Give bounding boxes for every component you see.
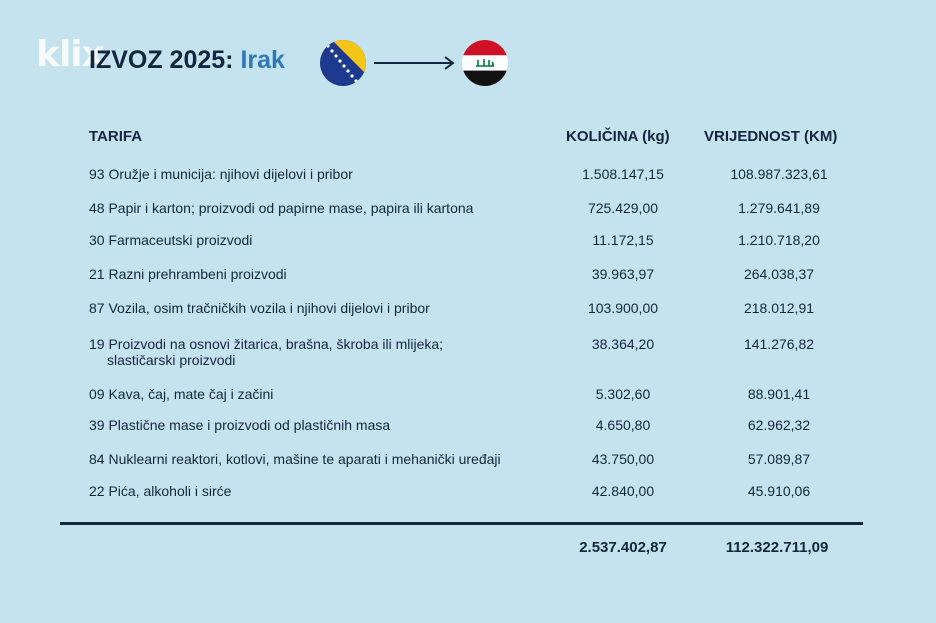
row-kolicina: 5.302,60 xyxy=(595,386,651,402)
row-kolicina: 38.364,20 xyxy=(591,336,655,352)
row-kolicina: 4.650,80 xyxy=(595,417,651,433)
row-kolicina: 11.172,15 xyxy=(592,232,654,248)
row-kolicina: 39.963,97 xyxy=(591,266,655,282)
row-name-line1: 19 Proizvodi na osnovi žitarica, brašna, škroba ili mlijeka; xyxy=(89,336,444,352)
row-vrijednost: 218.012,91 xyxy=(743,300,815,316)
row-kolicina: 42.840,00 xyxy=(591,483,655,499)
row-vrijednost: 88.901,41 xyxy=(747,386,811,402)
header-kolicina: KOLIČINA (kg) xyxy=(566,128,670,145)
row-name-line2: slastičarski proizvodi xyxy=(107,352,236,368)
arrow-right-icon xyxy=(374,55,456,71)
total-vrijednost: 112.322.711,09 xyxy=(725,539,829,556)
row-vrijednost: 62.962,32 xyxy=(747,417,811,433)
row-name: 87 Vozila, osim tračničkih vozila i njihovi dijelovi i pribor xyxy=(89,300,430,316)
row-kolicina: 1.508.147,15 xyxy=(582,166,664,182)
row-name: 93 Oružje i municija: njihovi dijelovi i pribor xyxy=(89,166,353,182)
row-vrijednost: 1.210.718,20 xyxy=(738,232,820,248)
title-prefix: IZVOZ 2025: xyxy=(89,46,234,74)
row-name: 30 Farmaceutski proizvodi xyxy=(89,232,253,248)
klix-watermark: klix xyxy=(36,34,104,75)
row-kolicina: 725.429,00 xyxy=(587,200,659,216)
iraq-flag-icon xyxy=(462,40,508,86)
totals-divider xyxy=(60,522,863,525)
row-name xyxy=(89,336,559,368)
row-vrijednost: 45.910,06 xyxy=(747,483,811,499)
row-name: 84 Nuklearni reaktori, kotlovi, mašine te aparati i mehanički uređaji xyxy=(89,451,501,467)
title-country: Irak xyxy=(240,46,285,74)
row-vrijednost: 1.279.641,89 xyxy=(738,200,820,216)
header-vrijednost: VRIJEDNOST (KM) xyxy=(704,128,838,145)
row-vrijednost: 141.276,82 xyxy=(743,336,815,352)
row-name: 09 Kava, čaj, mate čaj i začini xyxy=(89,386,274,402)
row-name: 21 Razni prehrambeni proizvodi xyxy=(89,266,287,282)
row-name: 48 Papir i karton; proizvodi od papirne mase, papira ili kartona xyxy=(89,200,474,216)
row-kolicina: 43.750,00 xyxy=(591,451,655,467)
row-vrijednost: 264.038,37 xyxy=(743,266,815,282)
row-vrijednost: 108.987.323,61 xyxy=(730,166,828,182)
total-kolicina: 2.537.402,87 xyxy=(579,539,667,556)
row-kolicina: 103.900,00 xyxy=(587,300,659,316)
bosnia-flag-icon xyxy=(320,40,366,86)
header-tarifa: TARIFA xyxy=(89,128,143,145)
row-name: 22 Pića, alkoholi i sirće xyxy=(89,483,232,499)
row-name: 39 Plastične mase i proizvodi od plastičnih masa xyxy=(89,417,391,433)
row-vrijednost: 57.089,87 xyxy=(747,451,811,467)
page-title xyxy=(89,46,285,75)
